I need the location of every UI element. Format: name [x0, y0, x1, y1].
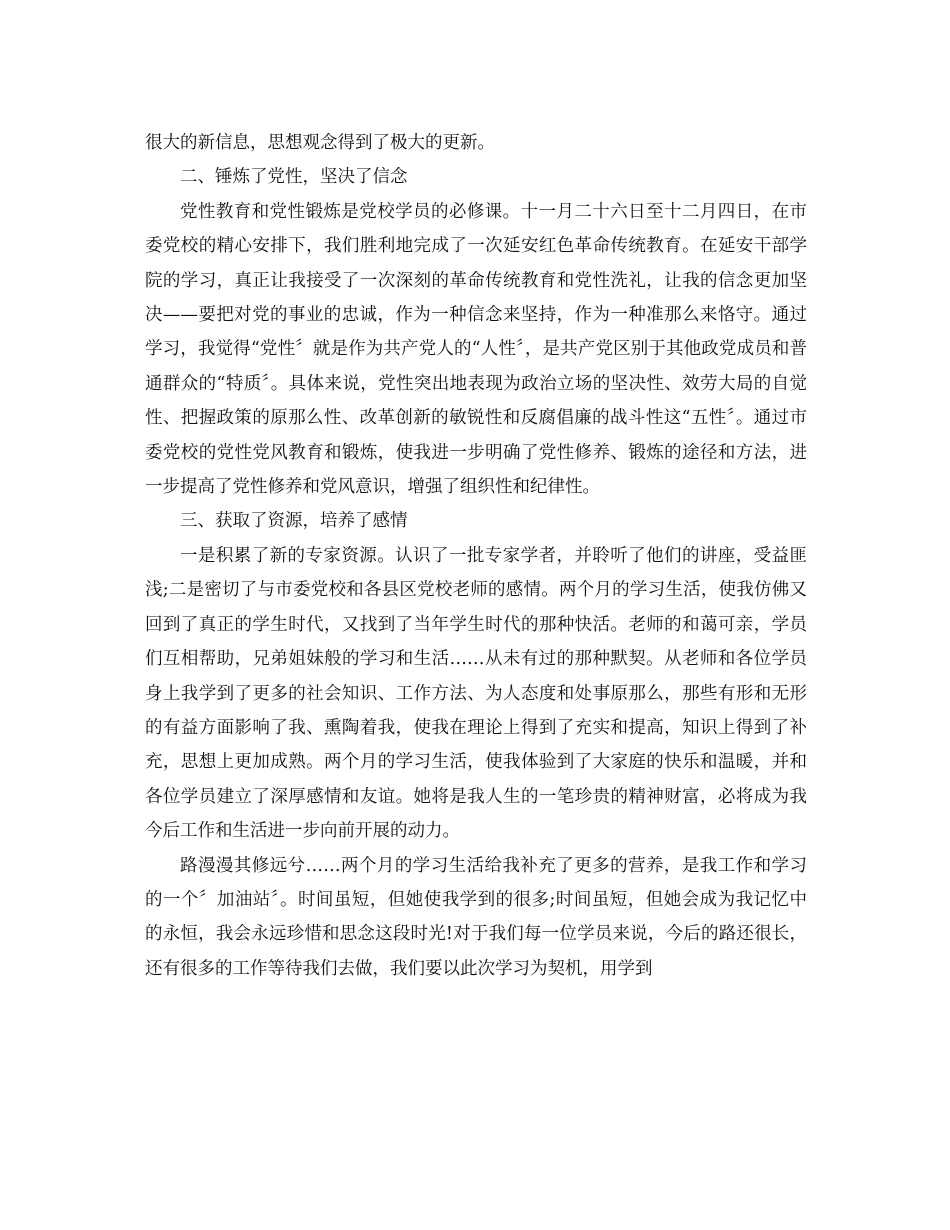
paragraph-resources: 一是积累了新的专家资源。认识了一批专家学者，并聆听了他们的讲座，受益匪浅;二是密切了与市委党校和各县区党校老师的感情。两个月的学习生活，使我仿佛又回到了真正的学生时代，又找到了当年学生时代的那种快活。老师的和蔼可亲，学员们互相帮助，兄弟姐妹般的学习和生活……从未有过的那种默契。从老师和各位学员身上我学到了更多的社会知识、工作方法、为人态度和处事原那么，那些有形和无形的有益方面影响了我、熏陶着我，使我在理论上得到了充实和提高，知识上得到了补充，思想上更加成熟。两个月的学习生活，使我体验到了大家庭的快乐和温暖，并和各位学员建立了深厚感情和友谊。她将是我人生的一笔珍贵的精神财富，必将成为我今后工作和生活进一步向前开展的动力。: [145, 545, 807, 842]
section-heading-three: 三、获取了资源，培养了感情: [180, 511, 408, 532]
paragraph-closing: 路漫漫其修远兮……两个月的学习生活给我补充了更多的营养，是我工作和学习的一个〞加油站〞。时间虽短，但她使我学到的很多;时间虽短，但她会成为我记忆中的永恒，我会永远珍惜和思念这段时光!对于我们每一位学员来说，今后的路还很长，还有很多的工作等待我们去做，我们要以此次学习为契机，用学到: [145, 855, 807, 979]
section-heading-two: 二、锤炼了党性，坚决了信念: [180, 167, 408, 188]
paragraph-continuation: 很大的新信息，思想观念得到了极大的更新。: [145, 133, 495, 153]
paragraph-party-spirit: 党性教育和党性锻炼是党校学员的必修课。十一月二十六日至十二月四日，在市委党校的精心安排下，我们胜利地完成了一次延安红色革命传统教育。在延安干部学院的学习，真正让我接受了一次深刻的革命传统教育和党性洗礼，让我的信念更加坚决——要把对党的事业的忠诚，作为一种信念来坚持，作为一种准那么来恪守。通过学习，我觉得“党性〞就是作为共产党人的“人性〞，是共产党区别于其他政党成员和普通群众的“特质〞。具体来说，党性突出地表现为政治立场的坚决性、效劳大局的自觉性、把握政策的原那么性、改革创新的敏锐性和反腐倡廉的战斗性这“五性〞。通过市委党校的党性党风教育和锻炼，使我进一步明确了党性修养、锻炼的途径和方法，进一步提高了党性修养和党风意识，增强了组织性和纪律性。: [145, 201, 807, 498]
document-body: [145, 126, 807, 986]
